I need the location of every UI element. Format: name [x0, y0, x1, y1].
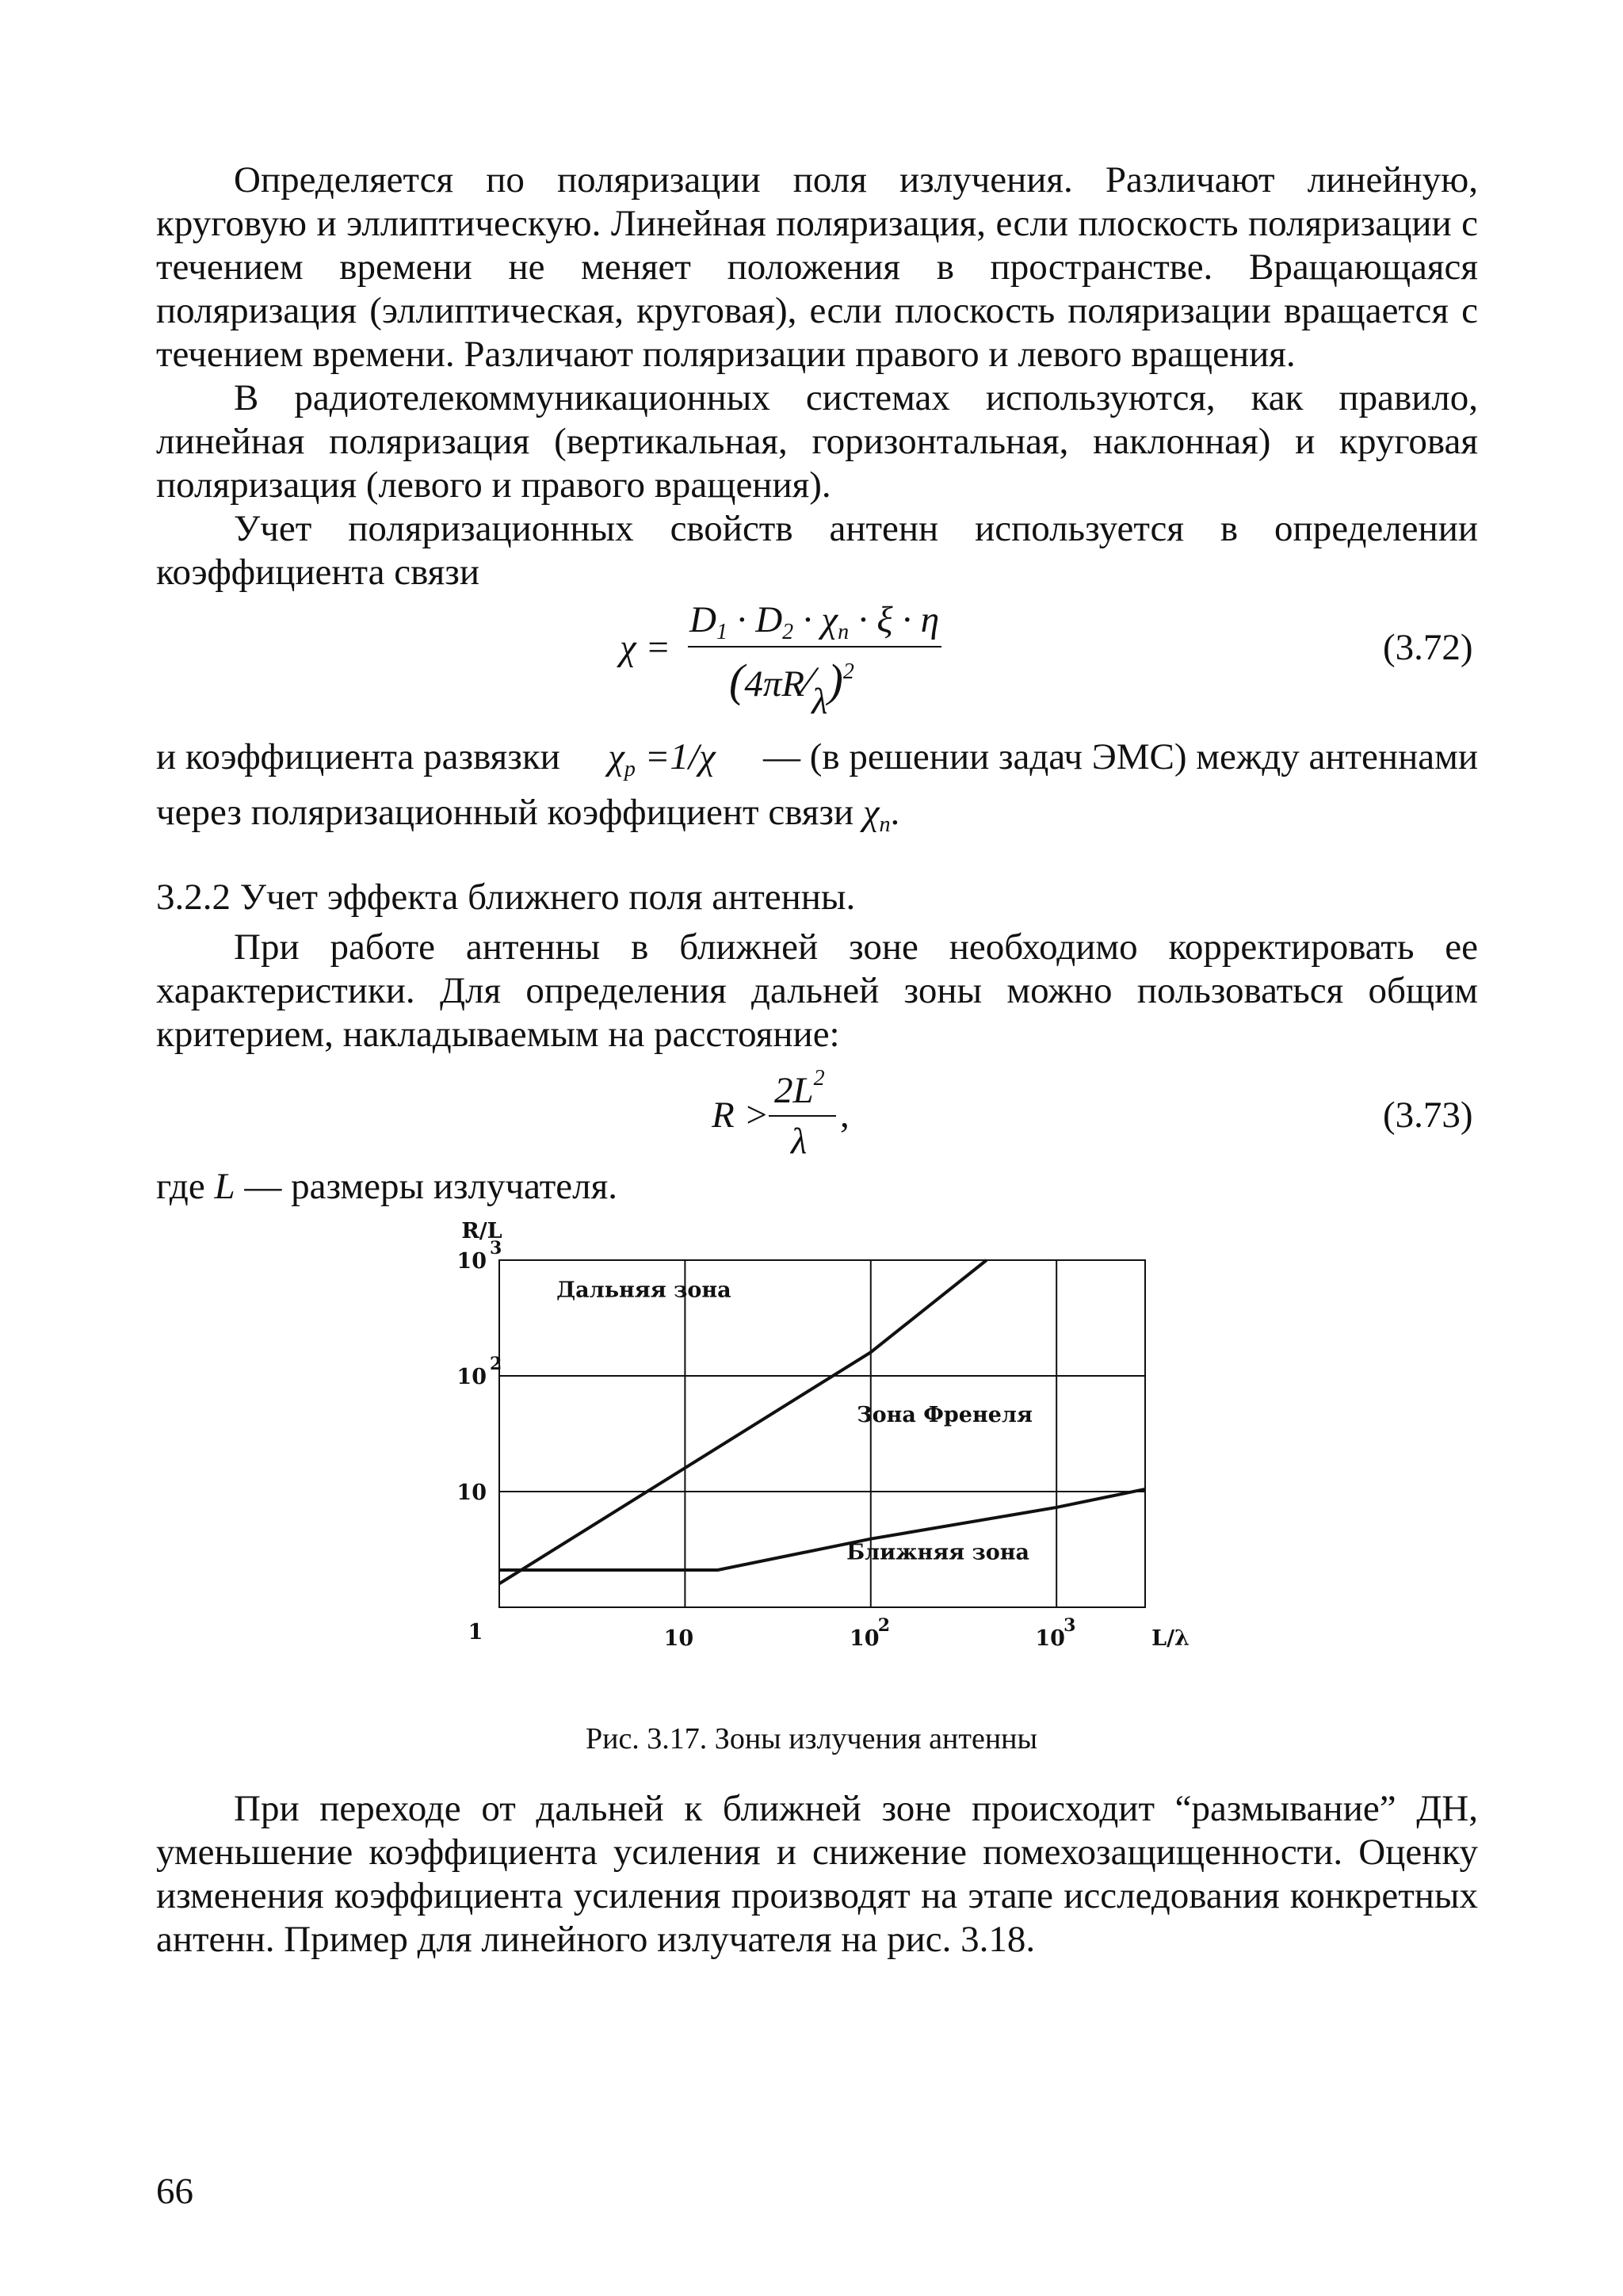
zone-annotation: Дальняя зона	[556, 1278, 731, 1303]
eq372-lhs: χ =	[620, 627, 671, 668]
paragraph-polarization-coefficient: через поляризационный коэффициент связи $\chi_n$.	[156, 792, 900, 837]
page-number: 66	[156, 2171, 193, 2212]
origin-tick-label: 1	[468, 1620, 483, 1645]
chi-n-symbol: $\chi_n$	[862, 792, 891, 837]
eq372-fraction-bar	[688, 646, 941, 648]
chi-p-formula: $\chi_p =1/\chi$	[608, 736, 716, 781]
decoupling-text-before: и коэффициента развязки	[156, 736, 560, 777]
eq373-lhs: R >	[712, 1095, 769, 1136]
x-axis-label: L/λ	[1151, 1626, 1190, 1651]
eq373-denominator: λ	[791, 1121, 808, 1162]
x-tick-label-exp: 2	[877, 1615, 891, 1636]
eq373-fraction-bar	[769, 1115, 836, 1117]
radiation-zones-chart	[412, 1205, 1212, 1696]
x-tick-label: 10	[849, 1626, 880, 1651]
series-line-2	[499, 1489, 1145, 1570]
paragraph-near-zone-effects: При переходе от дальней к ближней зоне происходит “размывание” ДН, уменьшение коэффициента усиления и снижение помехозащищенности. Оценку изменения коэффициента усиления производят на этапе исследования конкретных антенн. Пример для линейного излучателя на рис. 3.18.	[156, 1788, 1478, 1960]
eq373-number: (3.73)	[1383, 1095, 1473, 1136]
eq372-numerator: $D_1 \cdot D_2 \cdot \chi_n \cdot \xi \cdot \eta$	[689, 599, 940, 644]
y-tick-label-exp: 2	[490, 1354, 502, 1374]
eq372-denominator: (4πR⁄λ)$^2$	[729, 655, 854, 722]
x-tick-label-exp: 3	[1064, 1615, 1076, 1636]
section-heading: 3.2.2 Учет эффекта ближнего поля антенны.	[156, 877, 856, 918]
paragraph-radiator-size: где L — размеры излучателя.	[156, 1166, 617, 1207]
paragraph-radio-systems: В радиотелекоммуникационных системах используются, как правило, линейная поляризация (вертикальная, горизонтальная, наклонная) и круговая поляризация (левого и правого вращения).	[156, 377, 1478, 506]
decoupling-text-after: — (в решении задач ЭМС) между антеннами	[763, 736, 1478, 777]
y-tick-label: 10	[456, 1365, 487, 1389]
eq372-number: (3.72)	[1383, 627, 1473, 668]
paragraph-coupling-coefficient: Учет поляризационных свойств антенн используется в определении коэффициента связи	[156, 508, 1478, 593]
x-tick-label: 10	[1035, 1626, 1065, 1651]
zone-annotation: Зона Френеля	[857, 1403, 1033, 1428]
y-tick-label: 10	[456, 1480, 487, 1505]
paragraph-near-field: При работе антенны в ближней зоне необходимо корректировать ее характеристики. Для определения дальней зоны можно пользоваться общим критерием, накладываемым на расстояние:	[156, 926, 1478, 1055]
paragraph-polarization-types: Определяется по поляризации поля излучения. Различают линейную, круговую и эллиптическую. Линейная поляризация, если плоскость поляризации с течением времени не меняет положения в пространстве. Вращающаяся поляризация (эллиптическая, круговая), если плоскость поляризации вращается с течением времени. Различают поляризации правого и левого вращения.	[156, 159, 1478, 375]
figure-caption: Рис. 3.17. Зоны излучения антенны	[585, 1722, 1038, 1755]
paragraph-decoupling	[156, 735, 1478, 782]
x-tick-label: 10	[663, 1626, 694, 1651]
y-tick-label-exp: 3	[490, 1238, 502, 1259]
eq373-comma: ,	[840, 1095, 850, 1136]
plot-frame	[499, 1260, 1145, 1607]
y-tick-label: 10	[456, 1249, 487, 1274]
y-axis-label: R/L	[461, 1219, 502, 1244]
eq373-numerator: $2L^2$	[774, 1066, 825, 1111]
zone-annotation: Ближняя зона	[846, 1540, 1030, 1565]
